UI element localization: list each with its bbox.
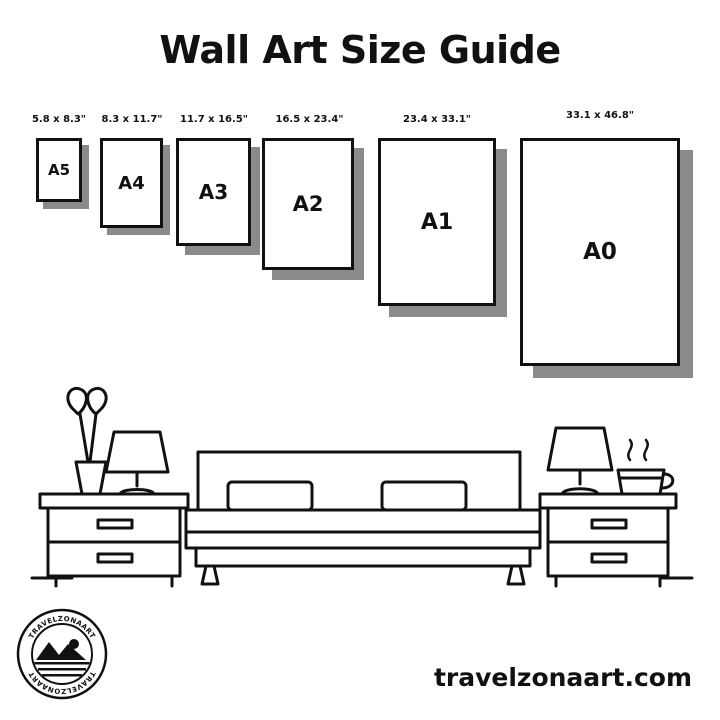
frame-dimensions-label: 16.5 x 23.4" — [275, 114, 344, 125]
frame-size-row — [0, 100, 720, 400]
frame-a3 — [176, 138, 251, 246]
frame-a2 — [262, 138, 354, 270]
frame-a1 — [378, 138, 496, 306]
frame-name-label: A0 — [583, 239, 617, 265]
scene-svg — [0, 370, 720, 610]
frame-a5 — [36, 138, 82, 202]
potted-plant — [68, 388, 106, 494]
logo-text-top-path: TRAVELZONAART — [27, 614, 97, 641]
frame-name-label: A4 — [118, 172, 145, 194]
frame-dimensions-label: 23.4 x 33.1" — [403, 114, 471, 125]
logo-svg — [16, 608, 108, 700]
coffee-cup — [618, 440, 673, 494]
frame-dimensions-label: 8.3 x 11.7" — [101, 114, 163, 125]
frame-dimensions-label: 33.1 x 46.8" — [566, 110, 634, 121]
page-title: Wall Art Size Guide — [159, 28, 561, 72]
left-table-lamp — [106, 432, 168, 494]
frame-name-label: A1 — [420, 209, 454, 235]
frame-name-label: A2 — [292, 192, 324, 216]
frame-a0 — [520, 138, 680, 366]
frame-dimensions-label: 5.8 x 8.3" — [31, 114, 87, 125]
brand-logo — [16, 608, 108, 700]
frame-a4 — [100, 138, 163, 228]
bedroom-scene-illustration — [0, 370, 720, 610]
left-nightstand — [40, 494, 188, 586]
frame-dimensions-label: 11.7 x 16.5" — [180, 114, 248, 125]
website-url: travelzonaart.com — [433, 663, 692, 692]
bed — [186, 452, 540, 584]
right-table-lamp — [548, 428, 612, 494]
frame-name-label: A5 — [47, 161, 71, 179]
right-nightstand — [540, 494, 676, 586]
logo-text-bottom-path: TRAVELZONAART — [27, 669, 97, 696]
frame-name-label: A3 — [198, 180, 229, 204]
